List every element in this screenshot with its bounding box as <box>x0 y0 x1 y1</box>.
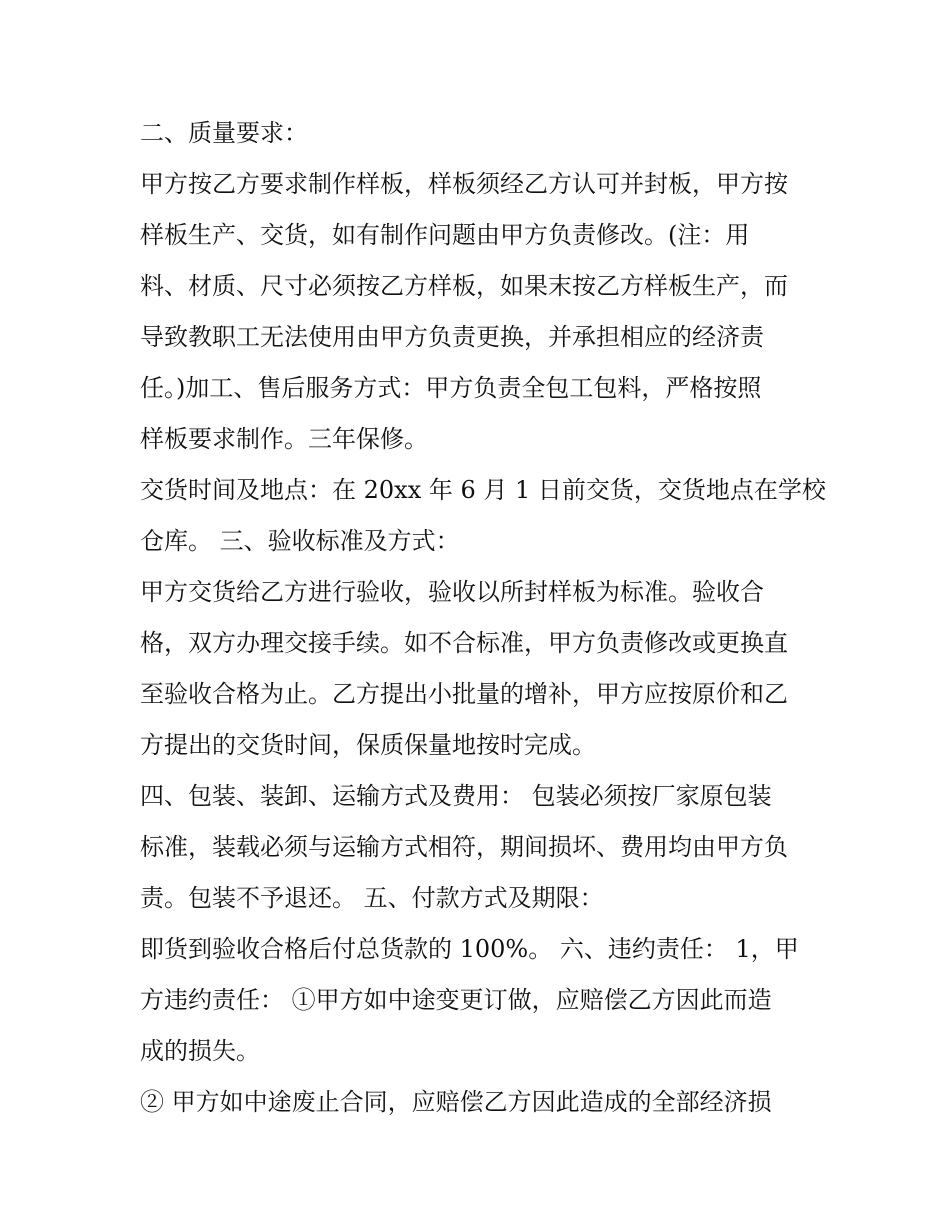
text-line: 成的损失。 <box>140 1037 260 1065</box>
text-line-quality-heading: 二、质量要求： <box>140 119 308 147</box>
text-line: 至验收合格为止。乙方提出小批量的增补，甲方应按原价和乙 <box>140 680 788 708</box>
text-line: 任。)加工、售后服务方式：甲方负责全包工包料，严格按照 <box>140 374 762 402</box>
text-line: 料、材质、尺寸必须按乙方样板，如果末按乙方样板生产，而 <box>140 272 788 300</box>
text-line: 方提出的交货时间，保质保量地按时完成。 <box>140 731 596 759</box>
text-line: 甲方交货给乙方进行验收，验收以所封样板为标准。验收合 <box>140 578 764 606</box>
text-line: 导致教职工无法使用由甲方负责更换，并承担相应的经济责 <box>140 323 764 351</box>
document-body <box>140 108 830 1128</box>
text-line-acceptance-heading: 仓库。 三、验收标准及方式： <box>140 527 460 555</box>
text-line-packaging-heading: 四、包装、装卸、运输方式及费用： 包装必须按厂家原包装 <box>140 782 772 810</box>
text-line: 格，双方办理交接手续。如不合标准，甲方负责修改或更换直 <box>140 629 788 657</box>
text-line-liability-heading: 即货到验收合格后付总货款的 100%。 六、违约责任： 1，甲 <box>140 935 799 963</box>
text-line: 标准，装载必须与运输方式相符，期间损坏、费用均由甲方负 <box>140 833 788 861</box>
text-line: 甲方按乙方要求制作样板，样板须经乙方认可并封板，甲方按 <box>140 170 788 198</box>
text-line: 方违约责任： ①甲方如中途变更订做，应赔偿乙方因此而造 <box>140 986 772 1014</box>
text-line-delivery: 交货时间及地点：在 20xx 年 6 月 1 日前交货，交货地点在学校 <box>140 476 826 504</box>
text-line: 样板生产、交货，如有制作问题由甲方负责修改。(注：用 <box>140 221 750 249</box>
text-line-payment-heading: 责。包装不予退还。 五、付款方式及期限： <box>140 884 604 912</box>
text-line: 样板要求制作。三年保修。 <box>140 425 428 453</box>
text-line: ② 甲方如中途废止合同，应赔偿乙方因此造成的全部经济损 <box>140 1088 772 1116</box>
